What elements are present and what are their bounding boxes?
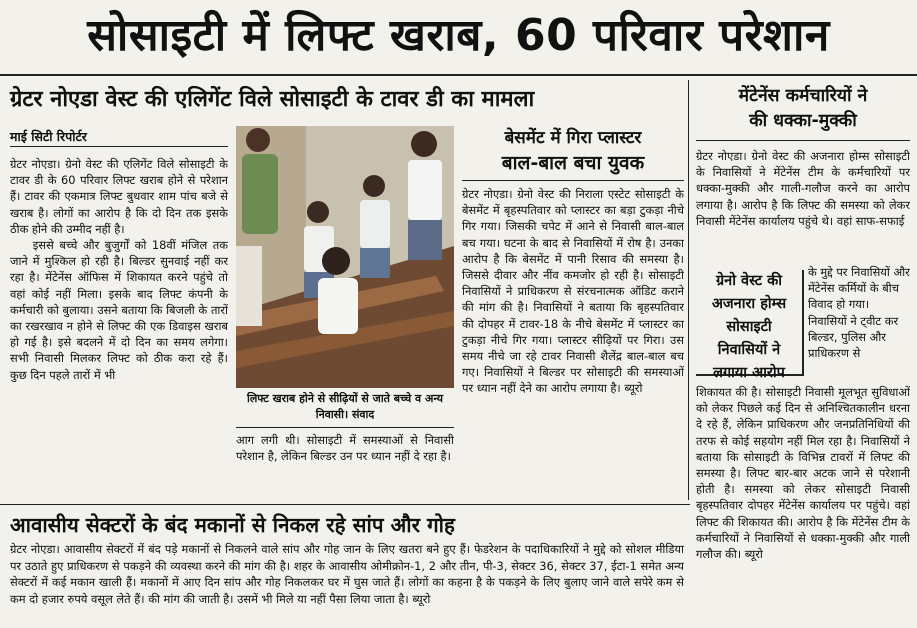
side-story-wrap-text: के मुद्दे पर निवासियों और मेंटेनेंस कर्मियों के बीच विवाद हो गया। निवासियों ने ट्वीट कर बिल्डर, पुलिस और प्राधिकरण से — [808, 265, 910, 361]
main-story-paragraph-1: ग्रेटर नोएडा। ग्रेनो वेस्ट की एलिगेंट विले सोसाइटी के टावर डी के 60 परिवार लिफ्ट खराब होने से परेशान हैं। टावर की एकमात्र लिफ्ट बुधवार शाम पांच बजे से खराब है। लोगों का आरोप है कि दो दिन तक इसके ठीक होने की उम्मीद नहीं है। — [10, 157, 228, 236]
callout-line-4: निवासियों ने — [717, 342, 781, 358]
headline-rule — [0, 74, 917, 76]
news-photo — [236, 126, 454, 388]
byline: माई सिटी रिपोर्टर — [10, 129, 87, 144]
bottom-story-text: ग्रेटर नोएडा। आवासीय सेक्टरों में बंद पड़े मकानों से निकलने वाले सांप और गोह जान के लिए खतरा बने हुए हैं। फेडरेशन के पदाधिकारियों ने मुद्दे को सोशल मीडिया पर उठाते हुए प्राधिकरण से पकड़ने की व्यवस्था करने की मांग की है। शहर के आवासीय ओमीक्रोन-1, 2 और तीन, पी-3, सेक्टर 36, सेक्टर 37, ईटा-1 समेत अन्य सेक्टरों में कई मकान खाली हैं। मकानों में आए दिन सांप और गोह निकलकर घर में घुस जाते हैं। लोगों का कहना है के पकड़ने के लिए बुलाए जाने वाले सपेरे कम से कम दो हजार रुपये वसूल लेते हैं। की मांग की जाती है। उसमें भी मिले या नहीं पैसा लिया जाता है। ब्यूरो — [10, 542, 684, 606]
basement-headline-rule — [462, 180, 684, 181]
side-headline-rule — [696, 140, 910, 141]
photo-caption: लिफ्ट खराब होने से सीढ़ियों से जाते बच्चे व अन्य निवासी। संवाद — [236, 388, 454, 428]
bottom-story-top-rule — [0, 504, 690, 505]
side-headline-line-1: मेंटेनेंस कर्मचारियों ने — [738, 86, 868, 106]
basement-story-text: ग्रेटर नोएडा। ग्रेनो वेस्ट की निराला एस्टेट सोसाइटी के बेसमेंट में बृहस्पतिवार को प्लास्टर का बड़ा टुकड़ा नीचे गिर गया। जिसकी चपेट में आने से निवासी बाल-बाल बच गया। घटना के बाद से निवासियों में रोष है। उनका आरोप है कि बेसमेंट में पानी रिसाव की समस्या है। जिससे दीवार और नींव कमजोर हो रही है। सोसाइटी निवासियों ने प्राधिकरण से संरचनात्मक ऑडिट कराने की मांग की है। निवासियों ने बताया कि बृहस्पतिवार की दोपहर में टावर-18 के नीचे बेसमेंट में प्लास्टर का टुकड़ा नीचे गिर गया। प्लास्टर सीढ़ियों पर गिरा। उस समय नीचे जा रहे टावर निवासी शैलेंद्र बाल-बाल बच गए। निवासियों ने बिल्डर पर सोसाइटी की समस्याओं पर ध्यान नहीं देने का आरोप लगाया है। ब्यूरो — [462, 187, 684, 396]
basement-headline-line-2: बाल-बाल बचा युवक — [501, 152, 645, 174]
callout-line-3: सोसाइटी — [726, 319, 772, 335]
main-story-column-1 — [10, 156, 228, 502]
subheadline: ग्रेटर नोएडा वेस्ट की एलिगेंट विले सोसाइटी के टावर डी का मामला — [10, 87, 535, 112]
side-story-text: शिकायत की है। सोसाइटी निवासी मूलभूत सुविधाओं को लेकर पिछले कई दिन से अनिश्चितकालीन धरना दे रहे हैं, लेकिन प्राधिकरण और जनप्रतिनिधियों की तरफ से कोई सहयोग नहीं मिल रहा है। निवासियों ने बताया कि सोसाइटी के विभिन्न टावरों में लिफ्ट की समस्या है। लिफ्ट बार-बार अटक जाने से परेशानी होती है। समस्या को लेकर सोसाइटी निवासी बृहस्पतिवार दोपहर मेंटेनेंस कार्यालय पर पहुंचे। वहां लिफ्ट की शिकायत की। आरोप है कि मेंटेनेंस टीम के कर्मचारियों ने निवासियों से धक्का-मुक्की और गाली गलौज की। ब्यूरो — [696, 385, 910, 562]
callout-line-1: ग्रेनो वेस्ट की — [716, 273, 782, 289]
bottom-story-headline: आवासीय सेक्टरों के बंद मकानों से निकल रहे सांप और गोह — [10, 513, 455, 537]
byline-rule — [10, 146, 228, 147]
side-story-intro: ग्रेटर नोएडा। ग्रेनो वेस्ट की अजनारा होम्स सोसाइटी के निवासियों ने मेंटेनेंस टीम के कर्मचारियों पर धक्का-मुक्की और गाली-गलौज करने का आरोप लगाया है। आरोप है कि लिफ्ट की समस्या को लेकर निवासी मेंटेनेंस कार्यालय पहुंचे थे। वहां साफ-सफाई — [696, 149, 910, 228]
main-story-column-2: आग लगी थी। सोसाइटी में समस्याओं से निवासी परेशान है, लेकिन बिल्डर उन पर ध्यान नहीं दे रहा है। — [236, 433, 454, 464]
page-headline: सोसाइटी में लिफ्ट खराब, 60 परिवार परेशान — [87, 10, 830, 61]
side-headline-line-2: की धक्का-मुक्की — [749, 111, 857, 131]
callout-line-5: लगाया आरोप — [713, 365, 785, 381]
side-story-callout — [696, 270, 804, 381]
column-divider — [688, 80, 689, 500]
main-story-paragraph-2: इससे बच्चे और बुजुर्गों को 18वीं मंजिल तक जाने में मुश्किल हो रही है। बिल्डर सुनवाई नहीं कर रहा है। मेंटेनेंस ऑफिस में शिकायत करने पहुंचे तो वहां कोई नहीं मिला। इसके बाद लिफ्ट कंपनी के कर्मचारी को बुलाया। उसने बताया कि बिजली के तारों का रखरखाव न होने से लिफ्ट की एक डिवाइस खराब हो गई है। इसे बदलने में दो दिन का समय लगेगा। सभी निवासी मिलकर लिफ्ट को ठीक करा रहे हैं। कुछ दिन पहले तारों में भी — [10, 238, 228, 382]
stairway-illustration — [236, 126, 454, 388]
basement-story-headline — [462, 126, 684, 176]
side-story-headline — [696, 84, 910, 134]
basement-headline-line-1: बेसमेंट में गिरा प्लास्टर — [504, 128, 642, 148]
callout-line-2: अजनारा होम्स — [711, 296, 787, 312]
